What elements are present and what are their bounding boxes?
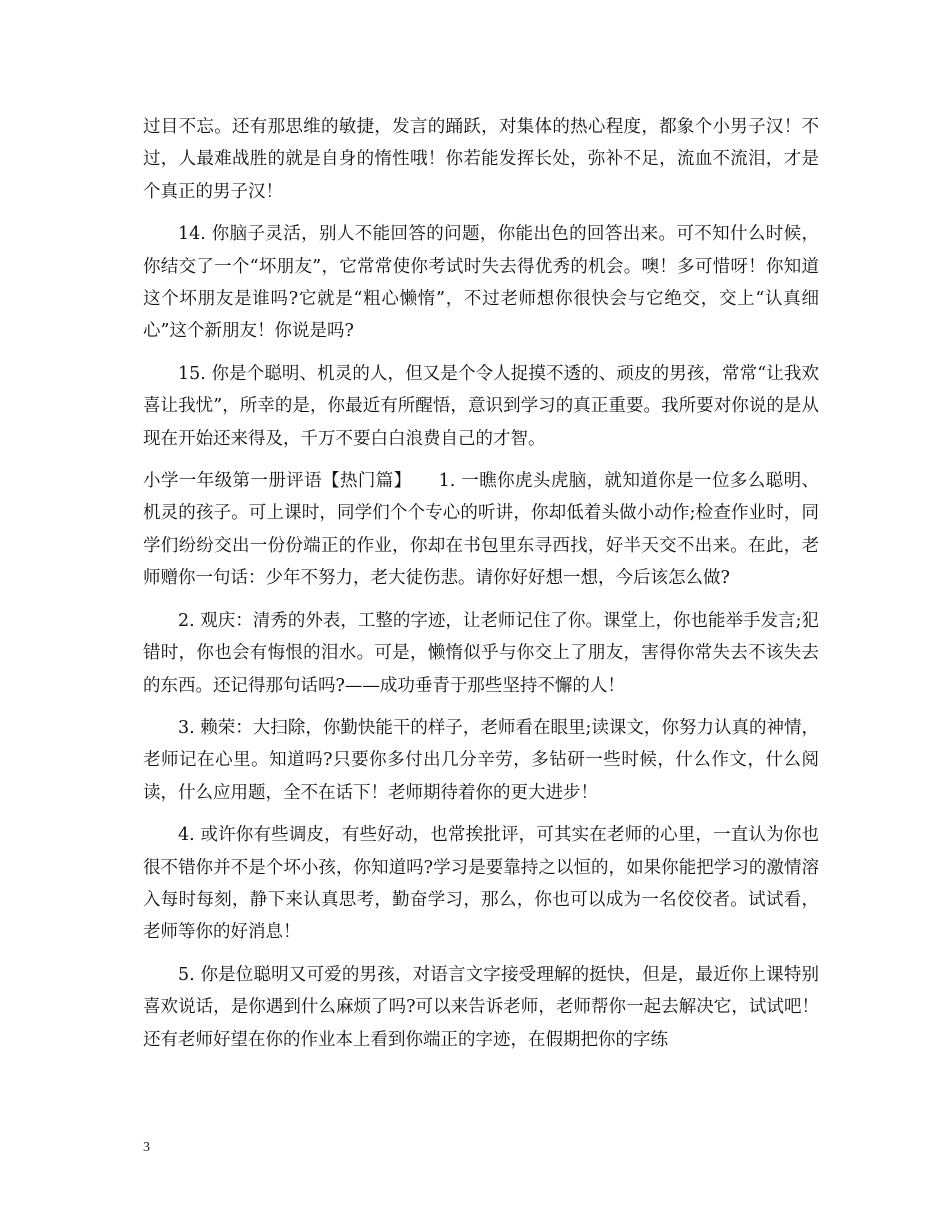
paragraph-item-3: 3. 赖荣：大扫除，你勤快能干的样子，老师看在眼里;读课文，你努力认真的神情，老师记在心里。知道吗?只要你多付出几分辛劳，多钻研一些时候，什么作文，什么阅读，什么应用题，全不在话下！老师期待着你的更大进步！ <box>143 717 819 803</box>
paragraph-section-heading-item-1: 小学一年级第一册评语【热门篇】 1. 一瞧你虎头虎脑，就知道你是一位多么聪明、机灵的孩子。可上课时，同学们个个专心的听讲，你却低着头做小动作;检查作业时，同学们纷纷交出一份份端正的作业，你却在书包里东寻西找，好半天交不出来。在此，老师赠你一句话：少年不努力，老大徒伤悲。请你好好想一想，今后该怎么做? <box>143 471 819 589</box>
document-body <box>143 111 819 1066</box>
paragraph-item-5: 5. 你是位聪明又可爱的男孩，对语言文字接受理解的挺快，但是，最近你上课特别喜欢说话，是你遇到什么麻烦了吗?可以来告诉老师，老师帮你一起去解决它，试试吧！还有老师好望在你的作业本上看到你端正的字迹，在假期把你的字练 <box>143 964 819 1050</box>
paragraph-continuation: 过目不忘。还有那思维的敏捷，发言的踊跃，对集体的热心程度，都象个小男子汉！不过，人最难战胜的就是自身的惰性哦！你若能发挥长处，弥补不足，流血不流泪，才是个真正的男子汉！ <box>143 117 819 202</box>
paragraph-item-4: 4. 或许你有些调皮，有些好动，也常挨批评，可其实在老师的心里，一直认为你也很不错你并不是个坏小孩，你知道吗?学习是要靠持之以恒的，如果你能把学习的激情溶入每时每刻，静下来认真思考，勤奋学习，那么，你也可以成为一名佼佼者。试试看，老师等你的好消息！ <box>143 825 819 943</box>
page-number: 3 <box>143 1140 150 1155</box>
paragraph-item-2: 2. 观庆：清秀的外表，工整的字迹，让老师记住了你。课堂上，你也能举手发言;犯错时，你也会有悔恨的泪水。可是，懒惰似乎与你交上了朋友，害得你常失去不该失去的东西。还记得那句话吗?——成功垂青于那些坚持不懈的人！ <box>143 610 819 696</box>
paragraph-item-15: 15. 你是个聪明、机灵的人，但又是个令人捉摸不透的、顽皮的男孩，常常“让我欢喜让我忧”，所幸的是，你最近有所醒悟，意识到学习的真正重要。我所要对你说的是从现在开始还来得及，千万不要白白浪费自己的才智。 <box>143 363 819 449</box>
paragraph-item-14: 14. 你脑子灵活，别人不能回答的问题，你能出色的回答出来。可不知什么时候，你结交了一个“坏朋友”，它常常使你考试时失去得优秀的机会。噢！多可惜呀！你知道这个坏朋友是谁吗?它就是“粗心懒惰”，不过老师想你很快会与它绝交，交上“认真细心”这个新朋友！你说是吗? <box>143 224 819 342</box>
